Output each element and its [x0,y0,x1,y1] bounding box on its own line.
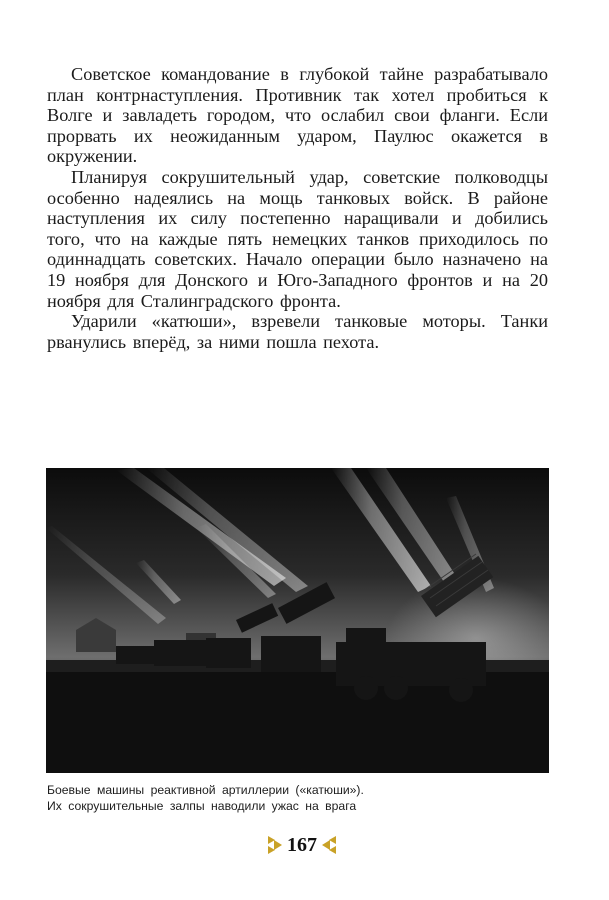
caption-line-2: Их сокрушительные залпы наводили ужас на врага [47,799,357,813]
left-ornament-icon [266,834,284,856]
photo-caption [47,782,467,814]
paragraph-1: Советское командование в глубокой тайне разрабатывало план контрнаступления. Противник так хотел пробиться к Волге и завладеть городом, что ослабил свои фланги. Если прорвать их неожиданным ударом, Паулюс окажется в окружении. [47,64,548,167]
page-number [262,833,342,857]
caption-line-1: Боевые машины реактивной артиллерии («катюши»). [47,783,364,797]
katyusha-photo [46,468,549,773]
katyusha-photo-illustration [46,468,549,773]
paragraph-2: Планируя сокрушительный удар, советские полководцы особенно надеялись на мощь танковых войск. В районе наступления их силу постепенно наращивали и добились того, что на каждые пять немецких танков приходилось по одиннадцать советских. Начало операции было назначено на 19 ноября для Донского и Юго-Западного фронтов и на 20 ноября для Сталинградского фронта. [47,166,548,311]
body-text [47,64,548,352]
right-ornament-icon [320,834,338,856]
page-number-value: 167 [287,833,317,856]
paragraph-3: Ударили «катюши», взревели танковые моторы. Танки рванулись вперёд, за ними пошла пехота. [47,311,548,352]
